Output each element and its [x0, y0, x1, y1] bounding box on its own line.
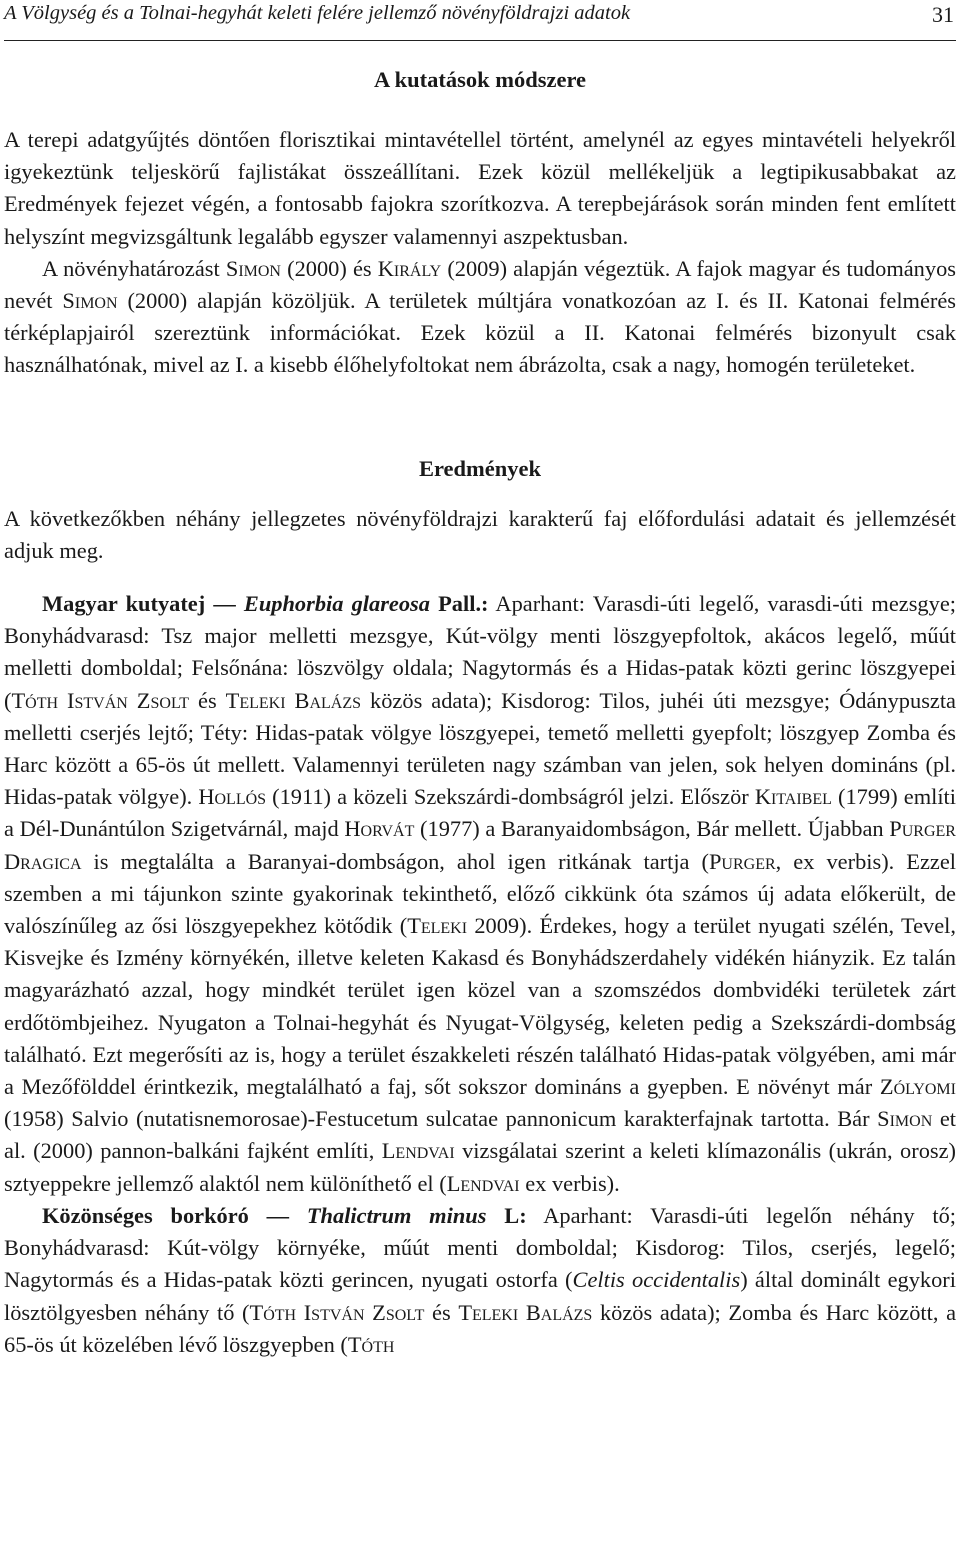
species-entry-thalictrum: Közönséges borkóró — Thalictrum minus L: Aparhant: Varasdi-úti legelőn néhány tő; Bonyhádvarasd: Kút-völgy környéke, műút menti domboldal; Kisdorog: Tilos, cserjés, legelő; Nagytormás és a Hidas-patak közti gerincen, nyugati ostorfa (Celtis occidentalis) által dominált egykori lösztölgyesben néhány tő (Tóth István Zsolt és Teleki Balázs közös adata); Zomba és Harc között, a 65-ös út közelében lévő löszgyepben (Tóth — [4, 1202, 957, 1357]
species-author: L: — [504, 1202, 527, 1228]
species-author: Pall.: — [438, 591, 489, 617]
running-title: A Völgység és a Tolnai-hegyhát keleti felére jellemző növényföldrajzi adatok — [4, 2, 631, 24]
methods-paragraph-2: A növényhatározást Simon (2000) és Király (2009) alapján végeztük. A fajok magyar és tudományos nevét Simon (2000) alapján közöljük. A területek múltjára vonatkozóan az I. és II. Katonai felmérés térképlapjairól szereztünk információkat. Ezek közül a II. Katonai felmérés bizonyult csak használhatónak, mivel az I. a kisebb élőhelyfoltokat nem ábrázolta, csak a nagy, homogén területeket. — [4, 255, 956, 378]
species-name-hu: Közönséges borkóró — — [42, 1202, 290, 1228]
species-name-hu: Magyar kutyatej — — [42, 591, 236, 617]
methods-paragraph-1: A terepi adatgyűjtés döntően florisztikai mintavétellel történt, amelynél az egyes mintavételi helyekről igyekeztünk teljeskörű fajlistákat összeállítani. Ezek közül mellékeljük a legtipikusabbakat az Eredmények fejezet végén, a fontosabb fajokra szorítkozva. A terepbejárások során minden fent említett helyszínt megvizsgáltunk legalább egyszer valamennyi aszpektusban. — [4, 127, 956, 249]
results-intro: A következőkben néhány jellegzetes növényföldrajzi karakterű faj előfordulási adatait és jellemzését adjuk meg. — [4, 505, 956, 563]
species-name-scientific: Thalictrum minus — [306, 1202, 487, 1228]
species-entry-euphorbia: Magyar kutyatej — Euphorbia glareosa Pall.: Aparhant: Varasdi-úti legelő, varasdi-úti mezsgye; Bonyhádvarasd: Tsz major melletti mezsgye, Kút-völgy menti löszgyepfoltok, akácos legelő, műút melletti domboldal; Felsőnána: löszvölgy oldala; Nagytormás és a Hidas-patak közti gerinc löszgyepei (Tóth István Zsolt és Teleki Balázs közös adata); Kisdorog: Tilos, juhéi úti mezsgye; Ódánypuszta melletti cserjés lejtő; Téty: Hidas-patak völgye löszgyepei, temető melletti gyepfolt; löszgyep Zomba és Harc között a 65-ös út mellett. Valamennyi területen nagy számban van jelen, sok helyen domináns (pl. Hidas-patak völgye). Hollós (1911) a közeli Szekszárdi-dombságról jelzi. Először Kitaibel (1799) említi a Dél-Dunántúlon Szigetvárnál, majd Horvát (1977) a Baranyaidombságon, Bár mellett. Újabban Purger Dragica is megtalálta a Baranyai-dombságon, ahol igen ritkának tartja (Purger, ex verbis). Ezzel szemben a mi tájunkon szinte gyakorinak tekinthető, előző cikkünk óta számos új adata előkerült, de valószínűleg az ősi löszgyepekhez kötődik (Teleki 2009). Érdekes, hogy a terület nyugati szélén, Tevel, Kisvejke és Izmény környékén, illetve keleten Kakasd és Bonyhádszerdahely vidékén hiányzik. Ez talán magyarázható azzal, hogy mindkét terület igen közel van a szomszédos dombvidéki területek zárt erdőtömbjeihez. Nyugaton a Tolnai-hegyhát és Nyugat-Völgység, keleten pedig a Szekszárdi-dombság található. Ezt megerősíti az is, hogy a terület északkeleti részén található Hidas-patak völgyében, ami már a Mezőfölddel érintkezik, megtalálható a faj, sőt sokszor domináns a gyepben. E növényt már Zólyomi (1958) Salvio (nutatisnemorosae)-Festucetum sulcatae pannonicum karakterfajnak tartotta. Bár Simon et al. (2000) pannon-balkáni fajként említi, Lendvai vizsgálatai szerint a keleti klímazonális (ukrán, orosz) sztyeppekre jellemző alaktól nem különíthető el (Lendvai ex verbis). — [4, 591, 957, 1196]
author-name: Király — [377, 255, 442, 281]
author-name: Simon — [225, 255, 281, 281]
running-header — [4, 0, 956, 41]
species-name-scientific: Euphorbia glareosa — [243, 591, 430, 617]
author-name: Simon — [62, 288, 118, 314]
page-body — [4, 64, 956, 1361]
section-heading-results: Eredmények — [418, 455, 542, 481]
section-heading-methods: A kutatások módszere — [373, 67, 587, 92]
page-number: 31 — [932, 2, 954, 27]
